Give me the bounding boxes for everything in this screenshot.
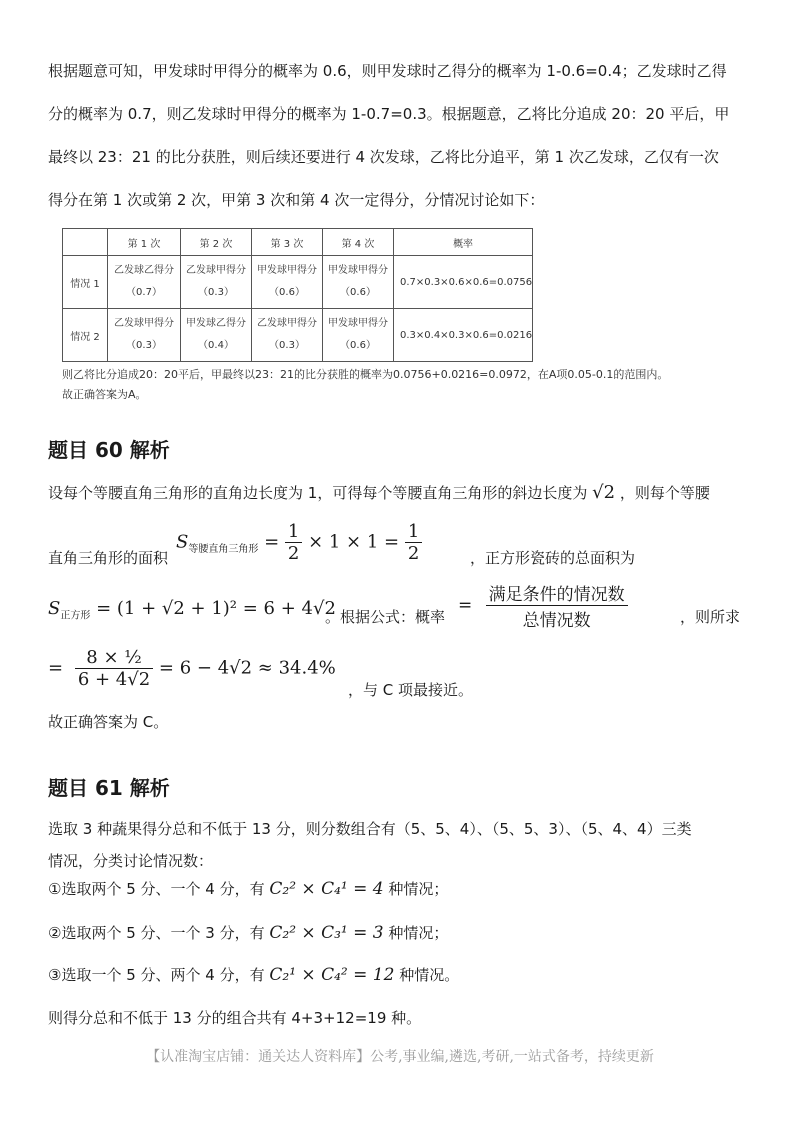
q61-conclusion: 则得分总和不低于 13 分的组合共有 4+3+12=19 种。 bbox=[48, 1009, 422, 1027]
q60-line-1-text: 设每个等腰直角三角形的直角边长度为 1，可得每个等腰直角三角形的斜边长度为 bbox=[48, 484, 588, 502]
table-row bbox=[63, 256, 533, 309]
q61-title: 题目 61 解析 bbox=[48, 776, 170, 800]
q60-title: 题目 60 解析 bbox=[48, 438, 170, 462]
table-cell bbox=[252, 256, 323, 309]
intro-line-3: 最终以 23：21 的比分获胜，则后续还要进行 4 次发球，乙将比分追平，第 1 次乙发球，乙仅有一次 bbox=[48, 148, 719, 166]
cell-prob: （0.3） bbox=[126, 340, 162, 351]
result-expr: = 6 − 4√2 ≈ 34.4% bbox=[158, 657, 336, 679]
times-expr: × 1 × 1 = bbox=[308, 531, 400, 553]
fraction-numerator: 1 bbox=[405, 521, 422, 543]
table-cell bbox=[323, 309, 394, 362]
fraction-numerator: 8 × ½ bbox=[75, 647, 153, 669]
q61-item-3 bbox=[48, 964, 459, 985]
sqrt2: √2 bbox=[592, 482, 616, 503]
item-prefix: ③选取一个 5 分、两个 4 分，有 bbox=[48, 966, 265, 984]
fraction-denominator: 总情况数 bbox=[522, 611, 591, 631]
item-suffix: 种情况。 bbox=[399, 966, 460, 984]
fraction-numerator: 满足条件的情况数 bbox=[486, 580, 628, 606]
q60-line-1-end: ，则每个等腰 bbox=[619, 484, 710, 502]
fraction-denominator: 2 bbox=[407, 543, 420, 564]
cell-text: 乙发球甲得分 bbox=[114, 318, 174, 329]
table-cell bbox=[108, 309, 181, 362]
row-probability: 0.7×0.3×0.6×0.6=0.0756 bbox=[394, 256, 533, 309]
item-prefix: ①选取两个 5 分、一个 4 分，有 bbox=[48, 880, 265, 898]
cell-text: 甲发球甲得分 bbox=[328, 318, 388, 329]
footer-watermark: 【认准淘宝店铺：通关达人资料库】公考,事业编,遴选,考研,一站式备考，持续更新 bbox=[146, 1049, 654, 1065]
table-row bbox=[63, 309, 533, 362]
eq-sign: = bbox=[458, 595, 473, 616]
cell-text: 甲发球乙得分 bbox=[186, 318, 246, 329]
result-end: ，与 C 项最接近。 bbox=[348, 681, 474, 699]
q60-line-1 bbox=[48, 482, 710, 503]
area-label: 直角三角形的面积 bbox=[48, 549, 169, 567]
table-cell bbox=[181, 256, 252, 309]
eq-sign: = bbox=[264, 531, 285, 553]
table-note-2: 故正确答案为A。 bbox=[62, 388, 147, 401]
item-prefix: ②选取两个 5 分、一个 3 分，有 bbox=[48, 924, 265, 942]
triangle-area-formula bbox=[176, 521, 422, 564]
q61-line-1: 选取 3 种蔬果得分总和不低于 13 分，则分数组合有（5、5、4）、（5、5、3）、（5、4、4）三类 bbox=[48, 820, 692, 838]
cell-prob: （0.3） bbox=[198, 287, 234, 298]
item-suffix: 种情况； bbox=[388, 924, 449, 942]
cell-text: 甲发球甲得分 bbox=[328, 265, 388, 276]
q60-line-3 bbox=[48, 578, 748, 638]
formula-intro: 。根据公式：概率 bbox=[325, 608, 446, 626]
probability-fraction bbox=[486, 580, 628, 631]
row-label: 情况 2 bbox=[63, 309, 108, 362]
half-fraction bbox=[285, 521, 302, 564]
q60-line-2 bbox=[48, 517, 748, 573]
intro-line-1: 根据题意可知，甲发球时甲得分的概率为 0.6，则甲发球时乙得分的概率为 1-0.6=0.4；乙发球时乙得 bbox=[48, 62, 727, 80]
formula-end: ，则所求 bbox=[680, 608, 741, 626]
table-cell bbox=[323, 256, 394, 309]
table-header-cell: 第 3 次 bbox=[252, 229, 323, 256]
fraction-denominator: 2 bbox=[287, 543, 300, 564]
table-header-row bbox=[63, 229, 533, 256]
cell-text: 甲发球甲得分 bbox=[257, 265, 317, 276]
square-area-formula bbox=[48, 598, 336, 622]
table-header-cell: 第 4 次 bbox=[323, 229, 394, 256]
cell-prob: （0.6） bbox=[340, 340, 376, 351]
s-symbol: S bbox=[48, 598, 61, 619]
q61-item-2 bbox=[48, 922, 448, 943]
table-header-cell bbox=[63, 229, 108, 256]
cell-text: 乙发球乙得分 bbox=[114, 265, 174, 276]
cell-text: 乙发球甲得分 bbox=[186, 265, 246, 276]
s-subscript: 等腰直角三角形 bbox=[188, 544, 259, 556]
item-suffix: 种情况； bbox=[388, 880, 449, 898]
intro-line-2: 分的概率为 0.7，则乙发球时甲得分的概率为 1-0.7=0.3。根据题意，乙将比分追成 20：20 平后，甲 bbox=[48, 105, 730, 123]
cell-prob: （0.7） bbox=[126, 287, 162, 298]
q60-line-4 bbox=[48, 645, 748, 705]
table-note-1: 则乙将比分追成20：20平后，甲最终以23：21的比分获胜的概率为0.0756+0.0216=0.0972，在A项0.05-0.1的范围内。 bbox=[62, 368, 669, 381]
intro-line-4: 得分在第 1 次或第 2 次，甲第 3 次和第 4 次一定得分，分情况讨论如下： bbox=[48, 191, 545, 209]
s-symbol: S bbox=[176, 531, 189, 553]
row-probability: 0.3×0.4×0.3×0.6=0.0216 bbox=[394, 309, 533, 362]
half-fraction bbox=[405, 521, 422, 564]
cell-prob: （0.3） bbox=[269, 340, 305, 351]
cell-prob: （0.6） bbox=[269, 287, 305, 298]
result-formula bbox=[48, 647, 336, 690]
square-intro: ，正方形瓷砖的总面积为 bbox=[470, 549, 636, 567]
combination-expr: C₂² × C₃¹ = 3 bbox=[269, 923, 384, 943]
cell-text: 乙发球甲得分 bbox=[257, 318, 317, 329]
table-header-cell: 第 2 次 bbox=[181, 229, 252, 256]
result-fraction bbox=[75, 647, 153, 690]
table-cell bbox=[252, 309, 323, 362]
table-header-cell: 概率 bbox=[394, 229, 533, 256]
fraction-denominator: 6 + 4√2 bbox=[77, 669, 151, 690]
eq-sign: = bbox=[48, 657, 64, 679]
combination-expr: C₂² × C₄¹ = 4 bbox=[269, 879, 384, 899]
probability-formula bbox=[458, 580, 628, 631]
combination-expr: C₂¹ × C₄² = 12 bbox=[269, 965, 395, 985]
square-expr: = (1 + √2 + 1)² = 6 + 4√2 bbox=[96, 598, 336, 619]
row-label: 情况 1 bbox=[63, 256, 108, 309]
fraction-numerator: 1 bbox=[285, 521, 302, 543]
probability-table bbox=[62, 228, 533, 362]
q61-line-2: 情况，分类讨论情况数： bbox=[48, 852, 214, 870]
q60-answer: 故正确答案为 C。 bbox=[48, 713, 169, 731]
cell-prob: （0.4） bbox=[198, 340, 234, 351]
q61-item-1 bbox=[48, 878, 448, 899]
cell-prob: （0.6） bbox=[340, 287, 376, 298]
table-header-cell: 第 1 次 bbox=[108, 229, 181, 256]
table-cell bbox=[108, 256, 181, 309]
s-subscript: 正方形 bbox=[60, 610, 91, 622]
table-cell bbox=[181, 309, 252, 362]
